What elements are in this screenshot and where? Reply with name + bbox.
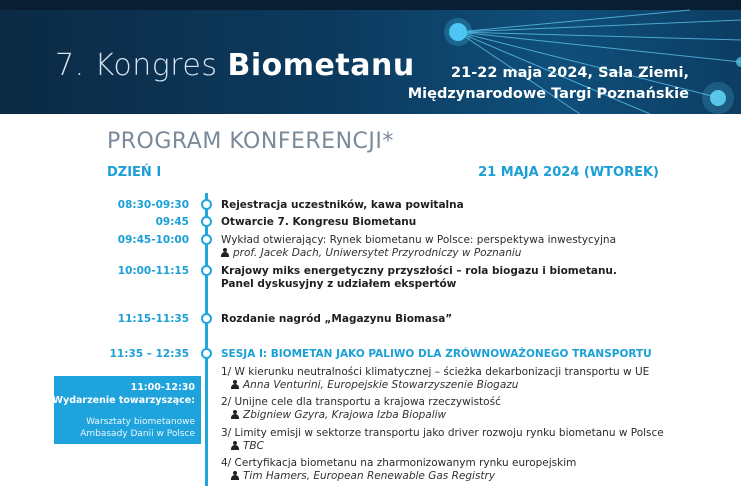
side-event-label: Wydarzenie towarzyszące: [52, 395, 195, 406]
agenda-time: 10:00-11:15 [117, 265, 189, 277]
session-item-speaker: Tim Hamers, European Renewable Gas Registry [231, 470, 495, 483]
timeline-dot [201, 313, 212, 324]
agenda-item-text: Wykład otwierający: Rynek biometanu w Polsce: perspektywa inwestycyjna [221, 234, 617, 246]
day-label: DZIEŃ I [107, 165, 162, 180]
side-event-time: 11:00-12:30 [130, 382, 195, 393]
agenda-item-text: Krajowy miks energetyczny przyszłości – rola biogazu i biometanu. [221, 265, 617, 277]
agenda-time: 09:45 [155, 216, 189, 228]
person-icon [221, 248, 229, 257]
session-item-speaker: Zbigniew Gzyra, Krajowa Izba Biopaliw [231, 409, 446, 422]
session-item-text: 1/ W kierunku neutralności klimatycznej – ścieżka dekarbonizacji transportu w UE [221, 366, 650, 378]
agenda-time: 11:35 – 12:35 [109, 348, 189, 360]
congress-title: 7. Kongres Biometanu [55, 48, 415, 83]
agenda-time: 08:30-09:30 [117, 199, 189, 211]
side-event-line-1: Warsztaty biometanowe [86, 417, 195, 427]
dates-line-2: Międzynarodowe Targi Poznańskie [407, 86, 689, 102]
event-dates-location [408, 63, 689, 105]
dates-line-1: 21-22 maja 2024, Sala Ziemi, [451, 65, 689, 81]
timeline-dot [201, 348, 212, 359]
side-event-box [54, 376, 201, 444]
agenda-speaker: prof. Jacek Dach, Uniwersytet Przyrodniczy w Poznaniu [221, 247, 521, 260]
agenda-item-text: Otwarcie 7. Kongresu Biometanu [221, 216, 417, 228]
timeline-dot [201, 199, 212, 210]
session-item-speaker: Anna Venturini, Europejskie Stowarzyszenie Biogazu [231, 379, 518, 392]
program-title: PROGRAM KONFERENCJI* [107, 129, 394, 154]
person-icon [231, 380, 239, 389]
header-banner [0, 0, 741, 114]
person-icon [231, 471, 239, 480]
agenda-time: 09:45-10:00 [117, 234, 189, 246]
agenda-item-text: Rozdanie nagród „Magazynu Biomasa” [221, 313, 453, 325]
timeline-dot [201, 265, 212, 276]
person-icon [231, 441, 239, 450]
agenda-item-text: Panel dyskusyjny z udziałem ekspertów [221, 278, 457, 290]
session-item-text: 3/ Limity emisji w sektorze transportu jako driver rozwoju rynku biometanu w Polsce [221, 427, 664, 439]
timeline-dot [201, 234, 212, 245]
timeline-dot [201, 216, 212, 227]
agenda-item-text: Rejestracja uczestników, kawa powitalna [221, 199, 464, 211]
session-item-speaker: TBC [231, 440, 264, 453]
session-title: SESJA I: BIOMETAN JAKO PALIWO DLA ZRÓWNOWAŻONEGO TRANSPORTU [221, 348, 652, 360]
person-icon [231, 410, 239, 419]
side-event-line-2: Ambasady Danii w Polsce [80, 429, 195, 439]
agenda-time: 11:15-11:35 [117, 313, 189, 325]
day-date: 21 MAJA 2024 (WTOREK) [478, 165, 659, 180]
session-item-text: 2/ Unijne cele dla transportu a krajowa rzeczywistość [221, 396, 501, 408]
session-item-text: 4/ Certyfikacja biometanu na zharmonizowanym rynku europejskim [221, 457, 577, 469]
side-event-description [80, 416, 195, 440]
